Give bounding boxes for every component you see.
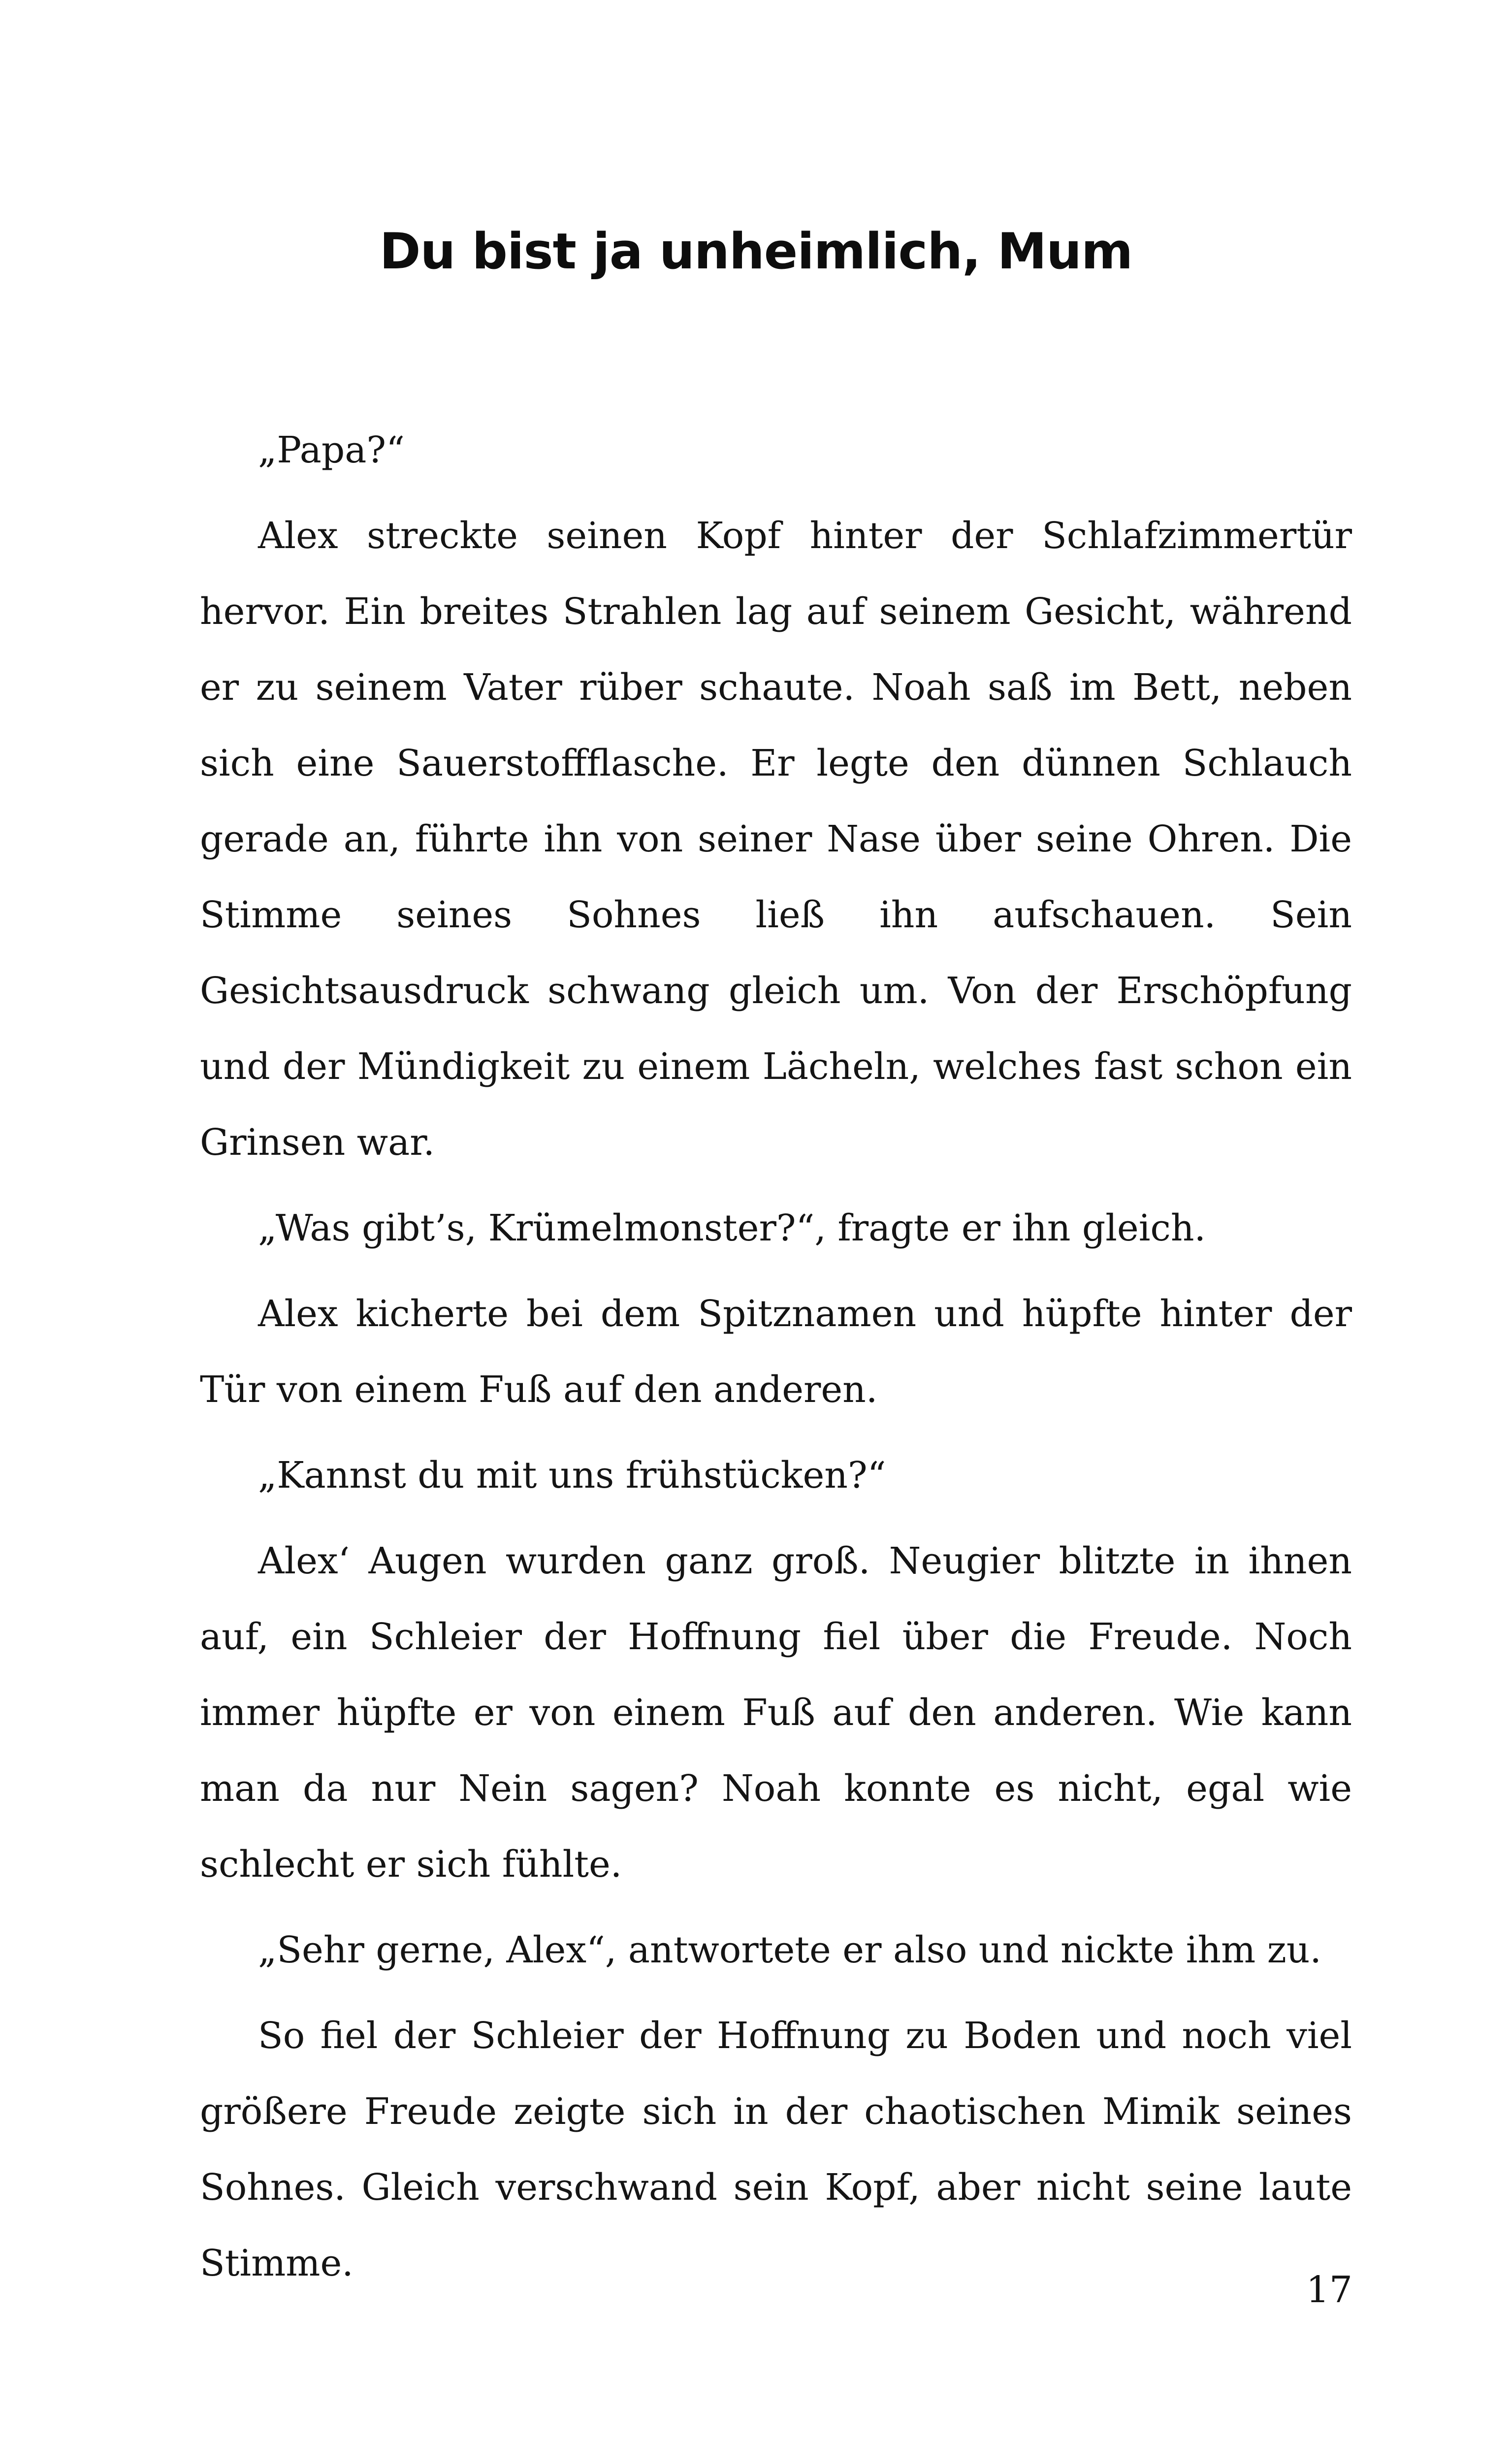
page-number: 17 (1306, 2269, 1352, 2311)
paragraph: Alex streckte seinen Kopf hinter der Schlafzimmertür hervor. Ein breites Strahlen lag auf seinem Gesicht, während er zu seinem Vater rüber schaute. Noah saß im Bett, neben sich eine Sauerstoffflasche. Er legte den dünnen Schlauch gerade an, führte ihn von seiner Nase über seine Ohren. Die Stimme seines Sohnes ließ ihn aufschauen. Sein Gesichtsausdruck schwang gleich um. Von der Erschöpfung und der Mündigkeit zu einem Lächeln, welches fast schon ein Grinsen war. (200, 515, 1352, 1164)
chapter-body (200, 412, 1352, 2311)
paragraph: „Was gibt’s, Krümelmonster?“, fragte er ihn gleich. (258, 1207, 1206, 1249)
paragraph: So fiel der Schleier der Hoffnung zu Boden und noch viel größere Freude zeigte sich in der chaotischen Mimik seines Sohnes. Gleich verschwand sein Kopf, aber nicht seine laute Stimme. (200, 2015, 1352, 2284)
paragraph: Alex‘ Augen wurden ganz groß. Neugier blitzte in ihnen auf, ein Schleier der Hoffnung fiel über die Freude. Noch immer hüpfte er von einem Fuß auf den anderen. Wie kann man da nur Nein sagen? Noah konnte es nicht, egal wie schlecht er sich fühlte. (200, 1540, 1352, 1886)
paragraph: Alex kicherte bei dem Spitznamen und hüpfte hinter der Tür von einem Fuß auf den anderen. (200, 1293, 1352, 1411)
paragraph: „Papa?“ (258, 429, 405, 471)
paragraph: „Sehr gerne, Alex“, antwortete er also und nickte ihm zu. (258, 1929, 1321, 1971)
paragraph: „Kannst du mit uns frühstücken?“ (258, 1454, 886, 1497)
chapter-title: Du bist ja unheimlich, Mum (379, 222, 1133, 280)
